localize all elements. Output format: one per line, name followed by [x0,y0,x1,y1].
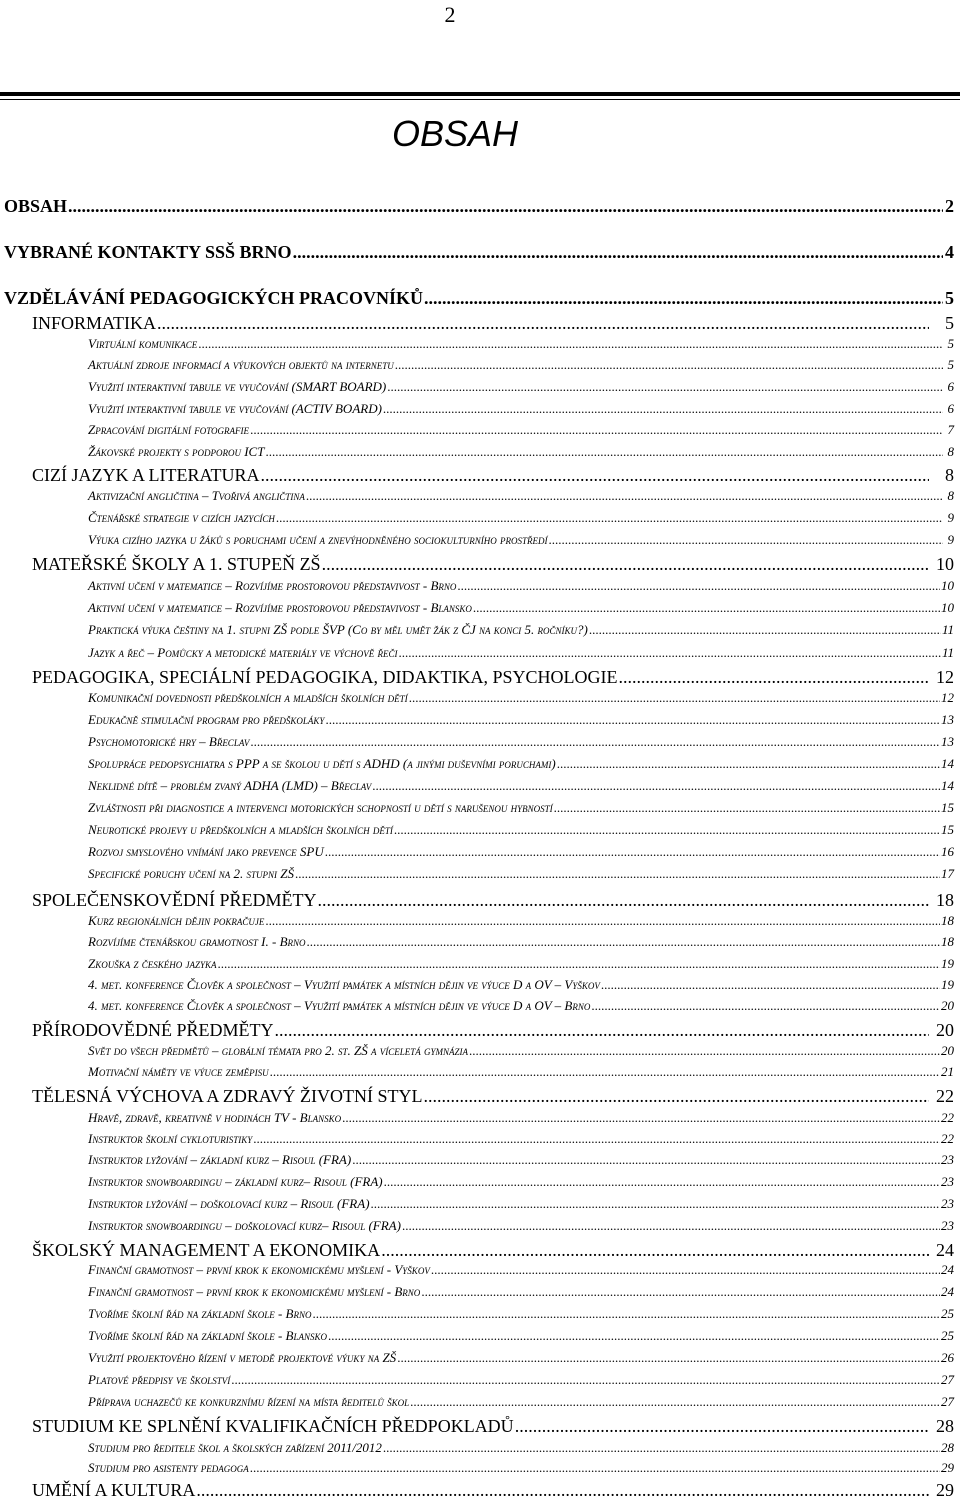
toc-entry-title: Aktuální zdroje informací a výukových objektů na internetu [88,357,394,372]
toc-entry-title: STUDIUM KE SPLNĚNÍ KVALIFIKAČNÍCH PŘEDPOKLADŮ [32,1416,514,1436]
toc-entry-title: Aktivní učení v matematice – Rozvíjíme prostorovou představivost - Brno [88,578,457,593]
toc-entry-level-3[interactable] [88,800,954,816]
toc-entry-title: Instruktor snowboardingu – základní kurz– Risoul (FRA) [88,1174,383,1189]
toc-entry-level-2[interactable] [32,465,954,486]
toc-entry-level-3[interactable] [88,1043,954,1059]
toc-dot-leader [68,196,943,217]
toc-entry-level-3[interactable] [88,998,954,1014]
toc-entry-page: 10 [941,600,954,615]
toc-dot-leader [306,488,943,504]
toc-dot-leader [424,288,943,309]
toc-entry-page: 5 [945,313,954,333]
toc-dot-leader [265,913,940,929]
toc-dot-leader [589,622,941,638]
toc-entry-page: 4 [945,242,954,262]
toc-dot-leader [342,1110,940,1126]
toc-entry-page: 7 [947,422,954,437]
toc-dot-leader [549,532,943,548]
toc-entry-title: OBSAH [4,196,68,216]
header-rule-thick [0,92,960,96]
toc-entry-level-3[interactable] [88,1196,954,1212]
toc-entry-title: PŘÍRODOVĚDNÉ PŘEDMĚTY [32,1020,274,1040]
toc-entry-level-3[interactable] [88,1306,954,1322]
toc-entry-title: Praktická výuka češtiny na 1. stupni ZŠ podle ŠVP (Co by měl umět žák z ČJ na konci 5. ročníku?) [88,622,588,637]
toc-entry-title: Jazyk a řeč – Pomůcky a metodické materiály ve výchově řeči [88,645,398,660]
toc-entry-page: 11 [941,645,954,660]
toc-entry-title: PEDAGOGIKA, SPECIÁLNÍ PEDAGOGIKA, DIDAKTIKA, PSYCHOLOGIE [32,667,618,687]
toc-entry-page: 18 [941,913,954,928]
toc-entry-title: ŠKOLSKÝ MANAGEMENT A EKONOMIKA [32,1240,381,1260]
toc-entry-level-2[interactable] [32,667,954,688]
toc-entry-level-3[interactable] [88,1131,954,1147]
toc-entry-level-3[interactable] [88,622,954,638]
toc-entry-level-3[interactable] [88,1110,954,1126]
toc-entry-level-3[interactable] [88,1460,954,1476]
toc-entry-title: Neurotické projevy u předškolních a mladších školních dětí [88,822,393,837]
toc-entry-page: 28 [936,1416,954,1436]
toc-dot-leader [557,756,940,772]
toc-entry-page: 23 [941,1152,954,1167]
toc-entry-page: 22 [941,1131,954,1146]
toc-entry-title: Instruktor školní cykloturistiky [88,1131,253,1146]
header-rule-thin [0,99,960,100]
toc-entry-level-2[interactable] [32,890,954,911]
toc-dot-leader [307,934,940,950]
toc-dot-leader [322,554,929,575]
toc-entry-title: Výuka cizího jazyka u žáků s poruchami učení a znevýhodněného sociokulturního prostředí [88,532,548,547]
toc-entry-title: Studium pro asistenty pedagoga [88,1460,249,1475]
toc-entry-page: 5 [945,288,954,308]
toc-entry-level-3[interactable] [88,1284,954,1300]
toc-dot-leader [421,1284,940,1300]
toc-dot-leader [395,357,943,373]
toc-entry-page: 27 [941,1372,954,1387]
toc-dot-leader [473,600,940,616]
toc-entry-level-3[interactable] [88,734,954,750]
toc-entry-level-3[interactable] [88,510,954,526]
toc-entry-page: 13 [941,734,954,749]
toc-entry-page: 18 [936,890,954,910]
toc-entry-page: 10 [936,554,954,574]
toc-entry-page: 6 [947,401,954,416]
toc-entry-page: 26 [941,1350,954,1365]
toc-entry-page: 5 [947,336,954,351]
toc-entry-level-3[interactable] [88,1064,954,1080]
toc-entry-level-3[interactable] [88,1218,954,1234]
toc-entry-page: 2 [945,196,954,216]
toc-entry-title: Instruktor snowboardingu – doškolovací kurz– Risoul (FRA) [88,1218,401,1233]
toc-entry-level-3[interactable] [88,956,954,972]
toc-dot-leader [250,422,943,438]
toc-entry-level-3[interactable] [88,822,954,838]
toc-entry-title: Instruktor lyžování – základní kurz – Risoul (FRA) [88,1152,352,1167]
toc-entry-title: Zpracování digitální fotografie [88,422,250,437]
toc-entry-title: Psychomotorické hry – Břeclav [88,734,250,749]
toc-entry-page: 27 [941,1394,954,1409]
toc-dot-leader [554,800,940,816]
toc-entry-page: 15 [941,822,954,837]
toc-entry-level-3[interactable] [88,532,954,548]
toc-entry-title: Virtuální komunikace [88,336,198,351]
toc-entry-level-3[interactable] [88,1328,954,1344]
toc-entry-page: 8 [947,444,954,459]
toc-entry-title: SPOLEČENSKOVĚDNÍ PŘEDMĚTY [32,890,317,910]
toc-entry-page: 11 [941,622,954,637]
toc-entry-title: Čtenářské strategie v cizích jazycích [88,510,275,525]
toc-entry-page: 20 [941,1043,954,1058]
toc-entry-title: Finanční gramotnost – první krok k ekonomickému myšlení - Brno [88,1284,421,1299]
toc-entry-title: Rozvíjíme čtenářskou gramotnost I. - Brno [88,934,306,949]
toc-entry-title: VZDĚLÁVÁNÍ PEDAGOGICKÝCH PRACOVNÍKŮ [4,288,424,308]
toc-entry-level-3[interactable] [88,756,954,772]
toc-entry-title: Aktivizační angličtina – Tvořivá angličtina [88,488,305,503]
page-title: OBSAH [391,113,519,154]
toc-entry-page: 22 [936,1086,954,1106]
toc-entry-title: Specifické poruchy učení na 2. stupni ZŠ [88,866,294,881]
toc-entry-title: VYBRANÉ KONTAKTY SSŠ BRNO [4,242,292,262]
toc-entry-level-3[interactable] [88,444,954,460]
toc-entry-level-2[interactable] [32,554,954,575]
toc-dot-leader [372,778,940,794]
toc-dot-leader [318,890,929,911]
toc-entry-title: Aktivní učení v matematice – Rozvíjíme prostorovou představivost - Blansko [88,600,472,615]
toc-entry-page: 23 [941,1196,954,1211]
toc-entry-page: 25 [941,1306,954,1321]
toc-entry-page: 9 [947,510,954,525]
toc-dot-leader [469,1043,940,1059]
toc-entry-page: 22 [941,1110,954,1125]
toc-entry-page: 15 [941,800,954,815]
toc-entry-level-3[interactable] [88,401,954,417]
toc-entry-level-1[interactable] [4,242,954,263]
toc-entry-page: 29 [941,1460,954,1475]
toc-entry-level-3[interactable] [88,1174,954,1190]
toc-entry-page: 23 [941,1218,954,1233]
toc-dot-leader [265,444,943,460]
toc-entry-title: Tvoříme školní řád na základní škole - Blansko [88,1328,327,1343]
toc-dot-leader [325,844,940,860]
toc-entry-page: 29 [936,1480,954,1500]
toc-entry-page: 14 [941,756,954,771]
toc-entry-level-3[interactable] [88,844,954,860]
toc-entry-level-2[interactable] [32,1240,954,1261]
toc-entry-title: Instruktor lyžování – doškolovací kurz – Risoul (FRA) [88,1196,370,1211]
toc-entry-title: Využití interaktivní tabule ve vyučování (ACTIV BOARD) [88,401,382,416]
toc-entry-level-3[interactable] [88,422,954,438]
toc-dot-leader [325,712,940,728]
toc-entry-page: 6 [947,379,954,394]
toc-dot-leader [328,1328,940,1344]
toc-entry-page: 16 [941,844,954,859]
toc-entry-page: 20 [941,998,954,1013]
toc-dot-leader [397,1350,940,1366]
toc-entry-level-3[interactable] [88,866,954,882]
toc-entry-page: 17 [941,866,954,881]
toc-entry-page: 14 [941,778,954,793]
toc-entry-title: Žákovské projekty s podporou ICT [88,444,265,459]
toc-entry-page: 12 [936,667,954,687]
toc-entry-page: 23 [941,1174,954,1189]
toc-entry-title: Využití projektového řízení v metodě projektové výuky na ZŠ [88,1350,397,1365]
toc-entry-title: Zkouška z českého jazyka [88,956,217,971]
toc-entry-title: Hravě, zdravě, kreativně v hodinách TV - Blansko [88,1110,342,1125]
toc-dot-leader [276,510,943,526]
toc-dot-leader [383,401,943,417]
toc-entry-level-2[interactable] [32,1480,954,1501]
toc-dot-leader [275,1020,929,1041]
toc-dot-leader [250,1460,940,1476]
toc-dot-leader [381,1240,929,1261]
toc-entry-level-3[interactable] [88,1262,954,1278]
toc-entry-title: 4. met. konference Člověk a společnost – Využití památek a místních dějin ve výuce D a OV – Vyškov [88,977,600,992]
toc-entry-title: Tvoříme školní řád na základní škole - Brno [88,1306,312,1321]
toc-entry-page: 13 [941,712,954,727]
toc-entry-title: Využití interaktivní tabule ve vyučování (SMART BOARD) [88,379,387,394]
toc-dot-leader [618,667,929,688]
toc-entry-page: 9 [947,532,954,547]
toc-entry-title: 4. met. konference Člověk a společnost – Využití památek a místních dějin ve výuce D a OV – Brno [88,998,591,1013]
toc-dot-leader [196,1480,929,1501]
toc-entry-page: 10 [941,578,954,593]
toc-entry-level-2[interactable] [32,1020,954,1041]
toc-entry-level-3[interactable] [88,913,954,929]
toc-entry-title: Edukačně stimulační program pro předškoláky [88,712,325,727]
toc-entry-page: 19 [941,977,954,992]
toc-dot-leader [313,1306,941,1322]
toc-entry-page: 24 [941,1262,954,1277]
toc-dot-leader [250,734,940,750]
toc-entry-title: Spolupráce pedopsychiatra s PPP a se školou u dětí s ADHD (a jinými duševními poruchami) [88,756,556,771]
toc-entry-level-2[interactable] [32,1086,954,1107]
toc-dot-leader [424,1086,929,1107]
toc-entry-level-2[interactable] [32,313,954,334]
toc-dot-leader [295,866,940,882]
toc-entry-title: Finanční gramotnost – první krok k ekonomickému myšlení - Vyškov [88,1262,430,1277]
toc-entry-title: Příprava uchazečů ke konkurznímu řízení na místa ředitelů škol [88,1394,410,1409]
toc-entry-level-1[interactable] [4,196,954,217]
toc-entry-level-3[interactable] [88,1394,954,1410]
toc-entry-title: Studium pro ředitele škol a školských zařízení 2011/2012 [88,1440,382,1455]
toc-entry-title: INFORMATIKA [32,313,157,333]
toc-entry-level-3[interactable] [88,1350,954,1366]
toc-dot-leader [431,1262,940,1278]
toc-dot-leader [394,822,940,838]
toc-dot-leader [387,379,943,395]
page-number: 2 [444,2,456,27]
toc-entry-level-3[interactable] [88,778,954,794]
toc-entry-level-3[interactable] [88,977,954,993]
toc-dot-leader [253,1131,940,1147]
toc-dot-leader [601,977,940,993]
toc-entry-page: 19 [941,956,954,971]
toc-entry-title: TĚLESNÁ VÝCHOVA A ZDRAVÝ ŽIVOTNÍ STYL [32,1086,423,1106]
toc-entry-title: CIZÍ JAZYK A LITERATURA [32,465,260,485]
toc-entry-title: Motivační náměty ve výuce zeměpisu [88,1064,269,1079]
toc-dot-leader [384,1174,940,1190]
toc-dot-leader [399,645,941,661]
toc-entry-page: 20 [936,1020,954,1040]
toc-dot-leader [371,1196,940,1212]
toc-dot-leader [231,1372,940,1388]
toc-entry-level-3[interactable] [88,645,954,661]
toc-dot-leader [410,1394,940,1410]
toc-dot-leader [157,313,929,334]
toc-entry-title: UMĚNÍ A KULTURA [32,1480,196,1500]
toc-entry-level-3[interactable] [88,690,954,706]
toc-entry-page: 24 [936,1240,954,1260]
toc-entry-page: 25 [941,1328,954,1343]
toc-dot-leader [293,242,943,263]
toc-dot-leader [218,956,941,972]
toc-entry-title: Kurz regionálních dějin pokračuje [88,913,265,928]
toc-entry-page: 28 [941,1440,954,1455]
toc-entry-title: Neklidné dítě – problém zvaný ADHA (LMD) – Břeclav [88,778,372,793]
toc-dot-leader [402,1218,940,1234]
toc-entry-title: MATEŘSKÉ ŠKOLY A 1. STUPEŇ ZŠ [32,554,321,574]
toc-entry-page: 5 [947,357,954,372]
toc-entry-title: Komunikační dovednosti předškolních a mladších školních dětí [88,690,408,705]
toc-dot-leader [198,336,943,352]
toc-entry-level-3[interactable] [88,336,954,352]
toc-dot-leader [270,1064,940,1080]
toc-entry-level-3[interactable] [88,357,954,373]
toc-entry-title: Zvláštnosti při diagnostice a intervenci motorických schopností u dětí s narušenou hybností [88,800,553,815]
toc-entry-level-3[interactable] [88,934,954,950]
toc-entry-level-3[interactable] [88,600,954,616]
toc-dot-leader [409,690,940,706]
toc-entry-title: Rozvoj smyslového vnímání jako prevence SPU [88,844,324,859]
toc-entry-level-3[interactable] [88,1152,954,1168]
toc-entry-level-3[interactable] [88,1372,954,1388]
toc-entry-page: 12 [941,690,954,705]
toc-entry-page: 8 [945,465,954,485]
toc-entry-page: 21 [941,1064,954,1079]
toc-entry-level-3[interactable] [88,488,954,504]
toc-dot-leader [591,998,940,1014]
toc-entry-page: 18 [941,934,954,949]
toc-entry-page: 24 [941,1284,954,1299]
toc-entry-level-3[interactable] [88,578,954,594]
toc-dot-leader [352,1152,940,1168]
toc-entry-title: Svět do všech předmětů – globální témata pro 2. st. ZŠ a víceletá gymnázia [88,1043,468,1058]
toc-dot-leader [383,1440,940,1456]
toc-entry-level-3[interactable] [88,712,954,728]
toc-entry-title: Platové předpisy ve školství [88,1372,231,1387]
toc-entry-level-1[interactable] [4,288,954,309]
toc-dot-leader [457,578,940,594]
toc-dot-leader [261,465,930,486]
toc-entry-level-3[interactable] [88,1440,954,1456]
toc-entry-level-3[interactable] [88,379,954,395]
toc-entry-page: 8 [947,488,954,503]
